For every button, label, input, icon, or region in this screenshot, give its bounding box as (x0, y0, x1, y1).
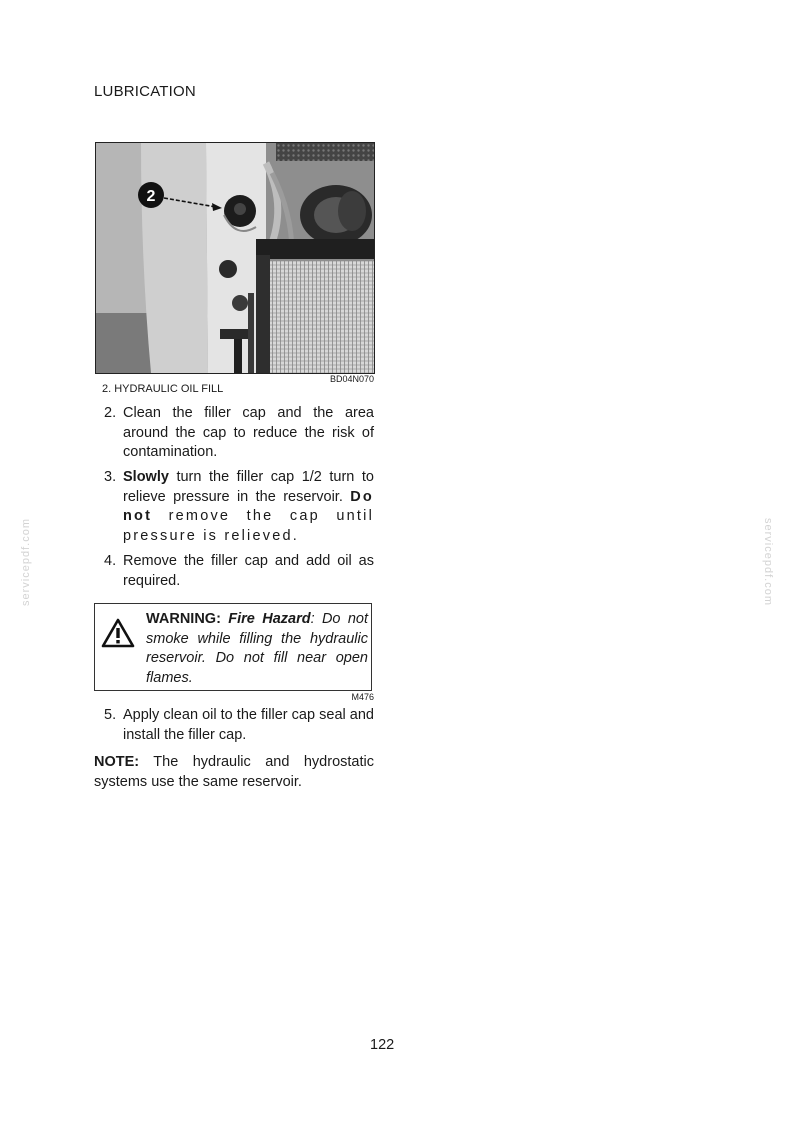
step-text-part: remove the cap until pressure is relieved. (123, 508, 374, 544)
step-number: 5. (104, 707, 117, 723)
warning-triangle-icon (101, 618, 135, 648)
note-label: NOTE: (94, 754, 140, 770)
step-5 (104, 706, 374, 745)
page-number: 122 (370, 1037, 395, 1053)
warning-box (94, 603, 372, 691)
step-text: Apply clean oil to the filler cap seal and install the filler cap. (123, 707, 374, 743)
step-3 (104, 468, 374, 546)
step-number: 3. (104, 469, 117, 485)
step-text: Clean the filler cap and the area around the cap to reduce the risk of contamination. (123, 405, 374, 460)
hydraulic-oil-fill-photo (96, 143, 374, 373)
step-emphasis: Slowly (123, 469, 169, 485)
warning-label: WARNING: (146, 611, 221, 627)
figure-photo (95, 142, 375, 374)
step-number: 4. (104, 553, 117, 569)
warning-body: Do not smoke while filling the hydraulic reservoir. Do not fill near open flames. (146, 611, 368, 686)
figure-caption: 2. HYDRAULIC OIL FILL (102, 383, 224, 395)
step-number: 2. (104, 405, 117, 421)
callout-number: 2 (146, 188, 156, 205)
figure-code: BD04N070 (329, 374, 374, 384)
step-text-part: turn the filler cap 1/2 turn to relieve pressure in the reservoir. (123, 469, 374, 505)
step-text (123, 468, 374, 546)
watermark-right: servicepdf.com (762, 518, 774, 606)
warning-text (146, 610, 368, 688)
note-text: The hydraulic and hydrostatic systems use the same reservoir. (94, 754, 374, 790)
warning-hazard: Fire Hazard (228, 611, 311, 627)
warning-colon: : (310, 611, 315, 627)
step-text: Remove the filler cap and add oil as required. (123, 553, 374, 589)
note (94, 753, 374, 792)
step-emphasis-do-not: Do not (123, 488, 374, 524)
warning-code: M476 (351, 692, 374, 702)
step-2 (104, 404, 374, 463)
section-title: LUBRICATION (94, 83, 196, 100)
watermark-left: servicepdf.com (20, 518, 32, 606)
step-4 (104, 552, 374, 591)
